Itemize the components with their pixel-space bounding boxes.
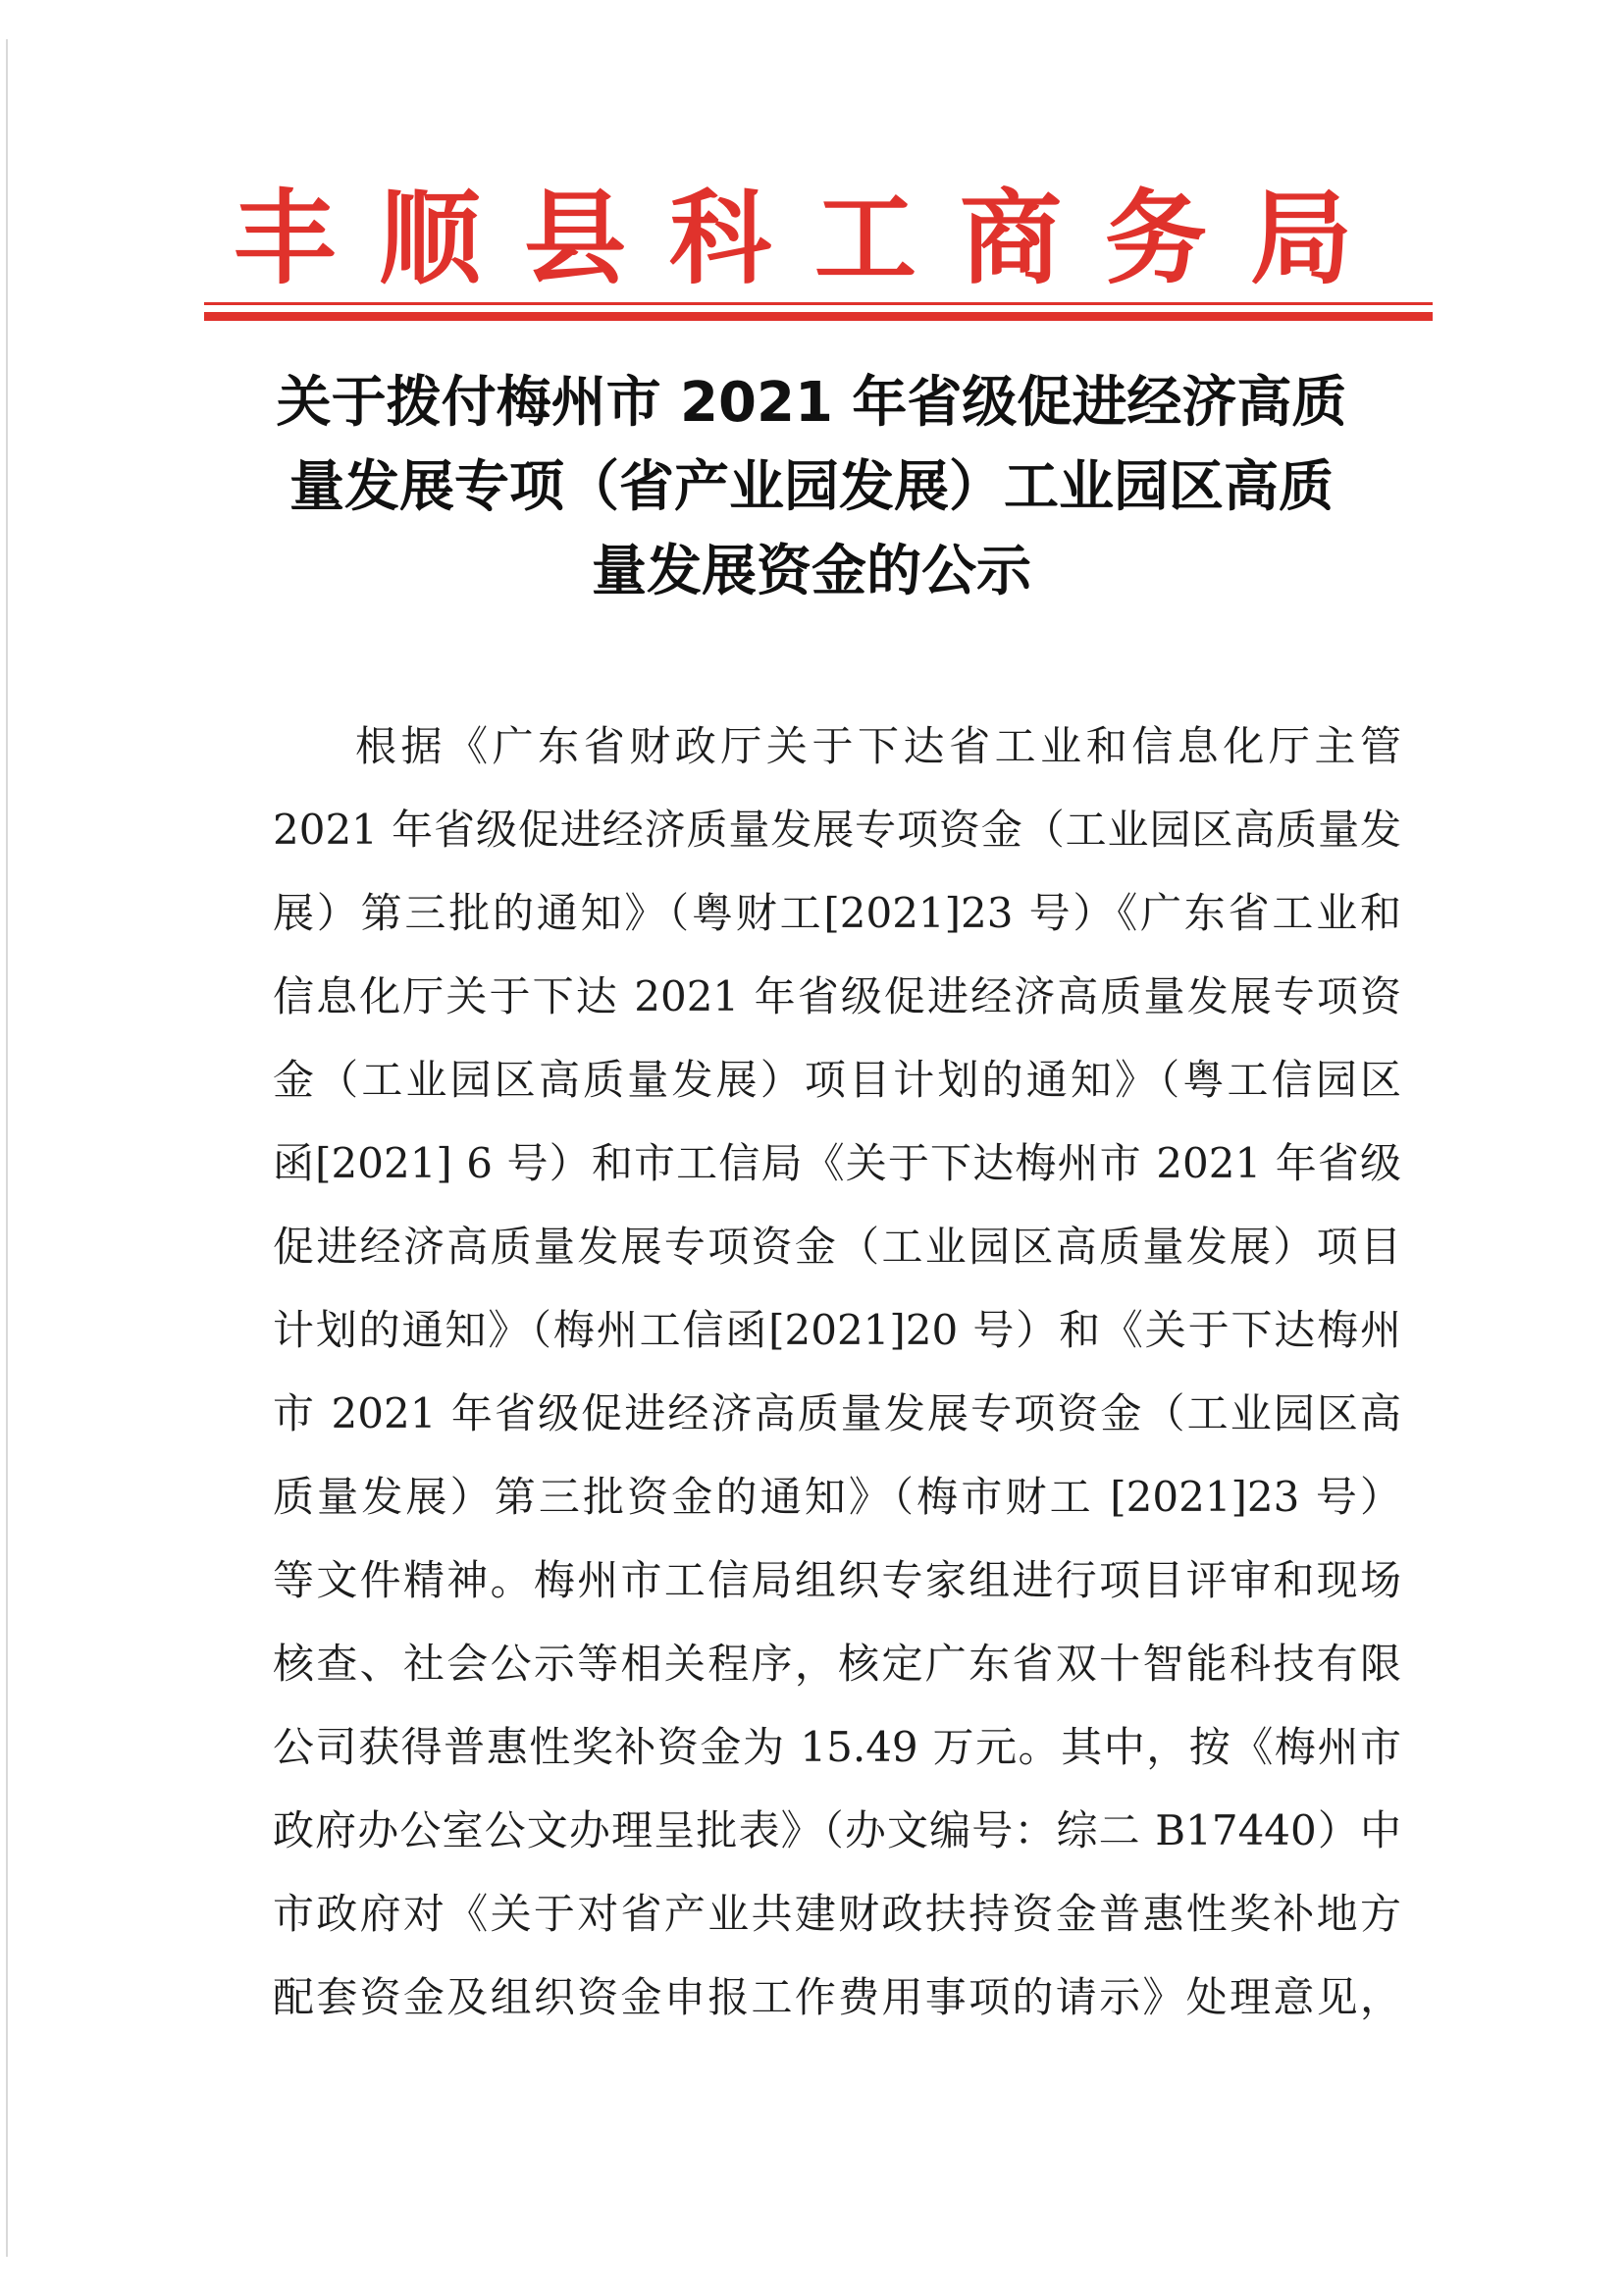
body-paragraph xyxy=(273,704,1401,2039)
body-line: 展）第三批的通知》（粤财工[2021]23 号）《广东省工业和 xyxy=(273,889,1401,937)
body-line: 根据《广东省财政厅关于下达省工业和信息化厅主管 xyxy=(355,722,1401,770)
body-line: 质量发展）第三批资金的通知》（梅市财工 [2021]23 号） xyxy=(273,1473,1401,1521)
title-line: 量发展资金的公示 xyxy=(592,540,1031,603)
scan-edge-shadow xyxy=(6,39,8,2257)
body-line: 市 2021 年省级促进经济高质量发展专项资金（工业园区高 xyxy=(273,1389,1401,1437)
body-line: 政府办公室公文办理呈批表》（办文编号：综二 B17440）中 xyxy=(273,1806,1401,1854)
body-line: 函[2021] 6 号）和市工信局《关于下达梅州市 2021 年省级 xyxy=(273,1139,1401,1187)
masthead-organization: 丰顺县科工商务局 xyxy=(233,178,1395,298)
masthead-rule-thin xyxy=(204,302,1433,305)
body-line: 促进经济高质量发展专项资金（工业园区高质量发展）项目 xyxy=(273,1223,1401,1271)
body-line: 公司获得普惠性奖补资金为 15.49 万元。其中，按《梅州市 xyxy=(273,1723,1401,1771)
body-line: 2021 年省级促进经济质量发展专项资金（工业园区高质量发 xyxy=(273,806,1401,854)
body-line: 金（工业园区高质量发展）项目计划的通知》（粤工信园区 xyxy=(273,1056,1401,1104)
body-line: 计划的通知》（梅州工信函[2021]20 号）和《关于下达梅州 xyxy=(273,1306,1401,1354)
body-line: 信息化厅关于下达 2021 年省级促进经济高质量发展专项资 xyxy=(273,972,1401,1020)
body-line: 核查、社会公示等相关程序，核定广东省双十智能科技有限 xyxy=(273,1640,1401,1688)
document-title xyxy=(245,361,1378,614)
body-line: 等文件精神。梅州市工信局组织专家组进行项目评审和现场 xyxy=(273,1556,1401,1604)
title-line: 关于拨付梅州市 2021 年省级促进经济高质 xyxy=(276,371,1347,435)
masthead-rule-thick xyxy=(204,312,1433,321)
title-line: 量发展专项（省产业园发展）工业园区高质 xyxy=(289,455,1334,519)
body-line: 市政府对《关于对省产业共建财政扶持资金普惠性奖补地方 xyxy=(273,1890,1401,1938)
body-line: 配套资金及组织资金申报工作费用事项的请示》处理意见， xyxy=(273,1973,1401,2021)
